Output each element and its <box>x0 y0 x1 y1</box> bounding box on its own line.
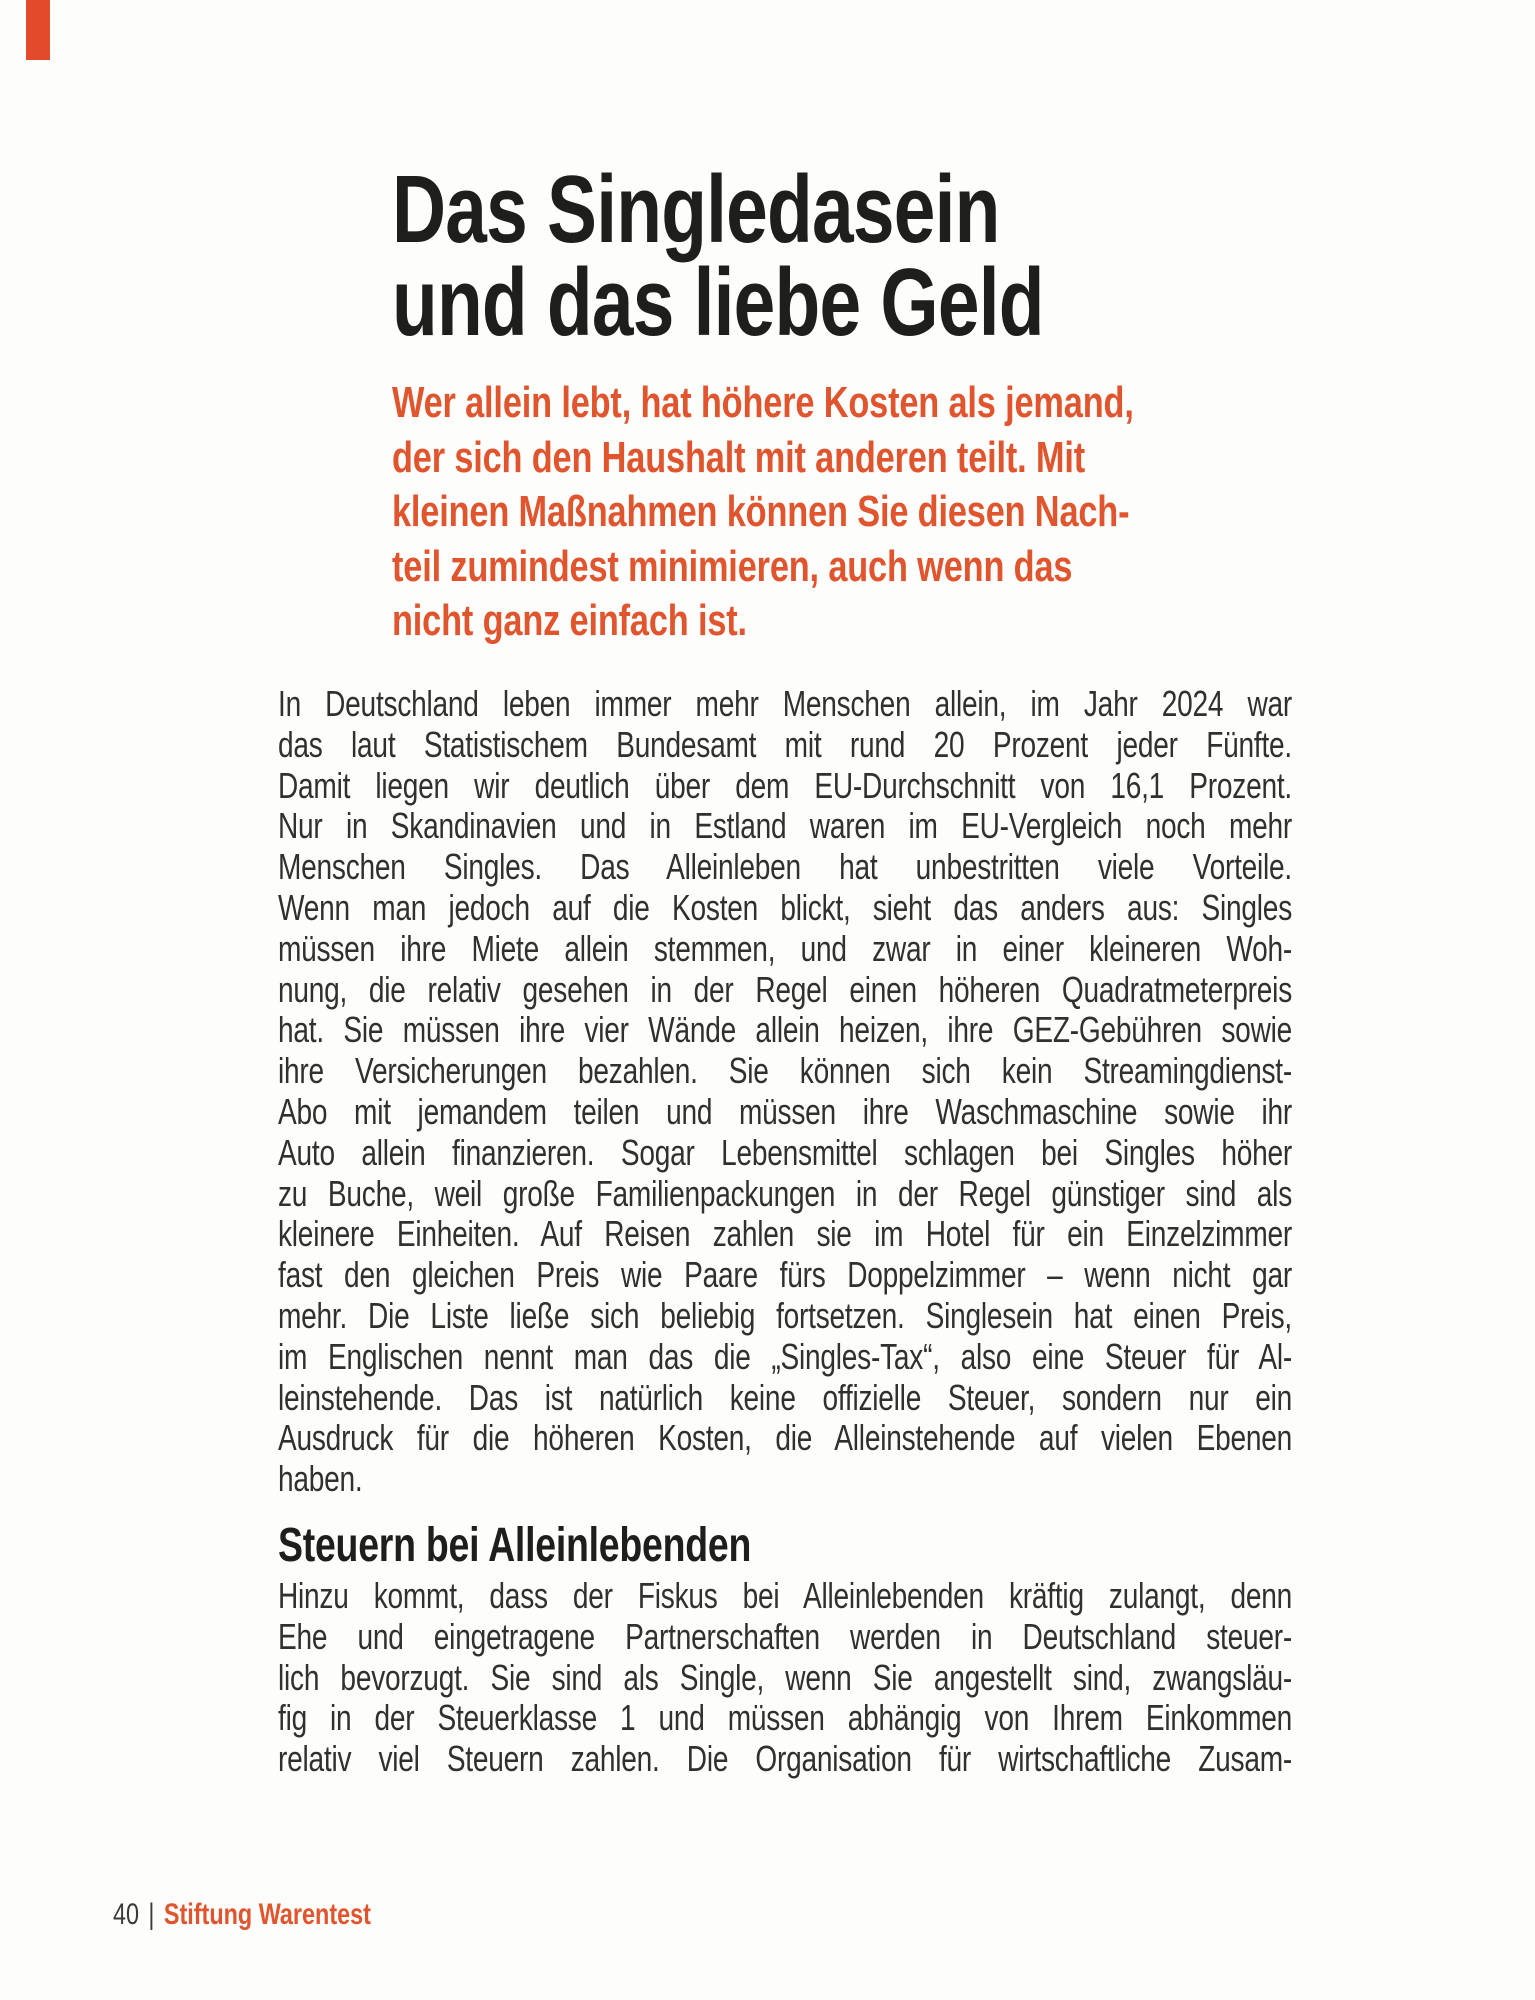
intro-line: der sich den Haushalt mit anderen teilt. Mit <box>392 432 1086 482</box>
body-line: Hinzu kommt, dass der Fiskus bei Alleinlebenden kräftig zulangt, denn <box>278 1575 1292 1616</box>
body-line: leinstehende. Das ist natürlich keine offizielle Steuer, sondern nur ein <box>278 1376 1292 1418</box>
section-heading: Steuern bei Alleinlebenden <box>278 1519 752 1572</box>
page-footer <box>113 1897 581 1933</box>
body-line: relativ viel Steuern zahlen. Die Organisation für wirtschaftliche Zusam- <box>278 1738 1292 1780</box>
body-line: zu Buche, weil große Familienpackungen in der Regel günstiger sind als <box>278 1172 1292 1214</box>
intro-line: teil zumindest minimieren, auch wenn das <box>392 541 1073 591</box>
paragraph-1 <box>278 684 1292 1500</box>
body-line: fig in der Steuerklasse 1 und müssen abhängig von Ihrem Einkommen <box>278 1697 1292 1739</box>
intro-line: nicht ganz einfach ist. <box>392 596 747 645</box>
body-line: ihre Versicherungen bezahlen. Sie können sich kein Streamingdienst- <box>278 1050 1292 1092</box>
publisher-name: Stiftung Warentest <box>163 1898 371 1931</box>
body-line: kleinere Einheiten. Auf Reisen zahlen sie im Hotel für ein Einzelzimmer <box>278 1213 1292 1255</box>
body-line: hat. Sie müssen ihre vier Wände allein heizen, ihre GEZ-Gebühren sowie <box>278 1009 1292 1051</box>
body-line: Nur in Skandinavien und in Estland waren im EU-Vergleich noch mehr <box>278 805 1292 847</box>
page-title-line-1: Das Singledasein <box>392 156 1000 263</box>
body-line: mehr. Die Liste ließe sich beliebig fortsetzen. Singlesein hat einen Preis, <box>278 1294 1292 1336</box>
body-line: Auto allein finanzieren. Sogar Lebensmittel schlagen bei Singles höher <box>278 1131 1292 1173</box>
body-line: im Englischen nennt man das die „Singles-Tax“, also eine Steuer für Al- <box>278 1335 1292 1377</box>
body-line: das laut Statistischem Bundesamt mit rund 20 Prozent jeder Fünfte. <box>278 723 1292 765</box>
body-line: müssen ihre Miete allein stemmen, und zwar in einer kleineren Woh- <box>278 927 1292 969</box>
body-line: In Deutschland leben immer mehr Menschen allein, im Jahr 2024 war <box>278 683 1292 724</box>
body-line: fast den gleichen Preis wie Paare fürs Doppelzimmer – wenn nicht gar <box>278 1254 1292 1296</box>
body-line: Menschen Singles. Das Alleinleben hat unbestritten viele Vorteile. <box>278 846 1292 888</box>
footer-separator: | <box>148 1898 155 1931</box>
page-title-line-2: und das liebe Geld <box>392 249 1044 356</box>
body-line: lich bevorzugt. Sie sind als Single, wenn Sie angestellt sind, zwangsläu- <box>278 1656 1292 1698</box>
chapter-corner-mark <box>26 0 50 60</box>
body-line: Damit liegen wir deutlich über dem EU-Durchschnitt von 16,1 Prozent. <box>278 764 1292 806</box>
page-number: 40 <box>113 1898 140 1931</box>
body-line: Ehe und eingetragene Partnerschaften werden in Deutschland steuer- <box>278 1615 1292 1657</box>
paragraph-2 <box>278 1576 1292 1780</box>
intro-line: Wer allein lebt, hat höhere Kosten als jemand, <box>392 378 1134 427</box>
body-line: Ausdruck für die höheren Kosten, die Alleinstehende auf vielen Ebenen <box>278 1417 1292 1459</box>
page-title <box>392 156 1172 356</box>
body-line: Wenn man jedoch auf die Kosten blickt, sieht das anders aus: Singles <box>278 886 1292 928</box>
intro-teaser <box>392 376 1272 649</box>
intro-line: kleinen Maßnahmen können Sie diesen Nach- <box>392 487 1130 536</box>
body-line: haben. <box>278 1458 363 1500</box>
body-line: Abo mit jemandem teilen und müssen ihre Waschmaschine sowie ihr <box>278 1090 1292 1132</box>
body-line: nung, die relativ gesehen in der Regel einen höheren Quadratmeterpreis <box>278 968 1292 1010</box>
